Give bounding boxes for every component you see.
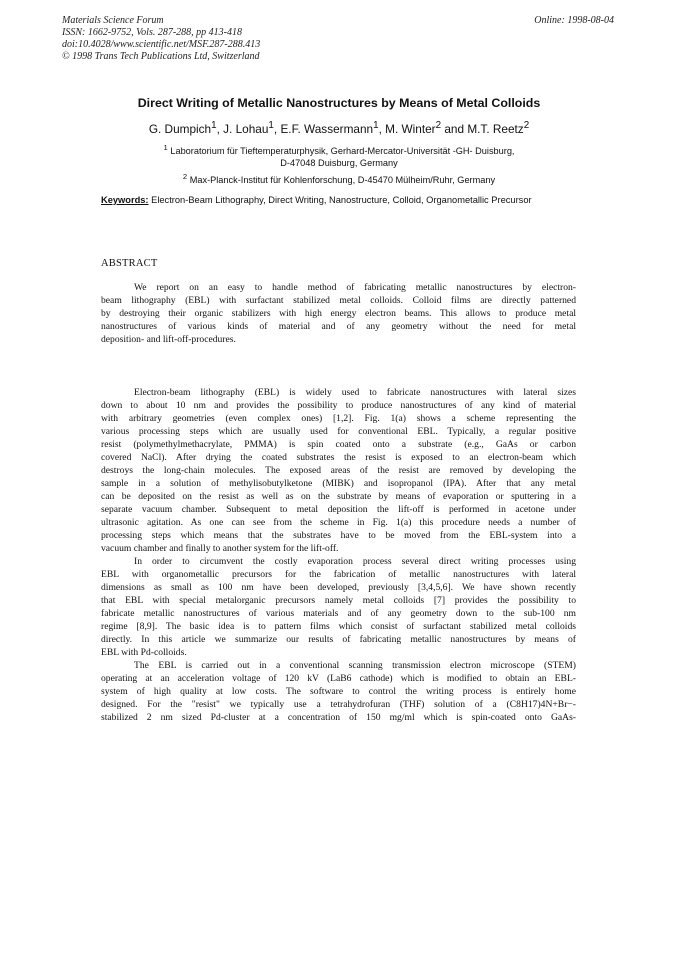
text-line: operating at an acceleration voltage of 120 kV (LaB6 cathode) which is modified to obtain an EBL- bbox=[101, 673, 576, 684]
author-affiliation-mark: 2 bbox=[523, 120, 530, 131]
doi-link[interactable]: doi:10.4028/www.scientific.net/MSF.287-288.413 bbox=[62, 39, 261, 50]
online-date: Online: 1998-08-04 bbox=[534, 15, 614, 26]
author-name: M. Winter bbox=[385, 121, 436, 136]
text-line: deposition- and lift-off-procedures. bbox=[101, 334, 236, 345]
text-line: that EBL with special metalorganic precursors namely metal colloids [7] provides the possibility to bbox=[101, 595, 576, 606]
text-line: ultrasonic agitation. As one can see from the scheme in Fig. 1(a) this procedure needs a number of bbox=[101, 517, 576, 528]
affiliation-mark: 2 bbox=[182, 172, 188, 181]
author-name: J. Lohau bbox=[223, 121, 269, 136]
citation-header bbox=[62, 15, 260, 63]
author-separator: and bbox=[441, 121, 468, 136]
text-line: destroys the long-chain molecules. The exposed areas of the resist are removed by developing the bbox=[101, 465, 576, 476]
paragraph-2 bbox=[101, 555, 576, 659]
keywords-block bbox=[101, 194, 579, 206]
author-separator: , bbox=[273, 121, 281, 136]
text-line: Electron-beam lithography (EBL) is widely used to fabricate nanostructures with lateral sizes bbox=[134, 387, 576, 398]
text-line: various processing steps which are usually used for conventional EBL. Typically, a regular positive bbox=[101, 426, 576, 437]
text-line: beam lithography (EBL) with surfactant stabilized metal colloids. Colloid films are directly patterned bbox=[101, 295, 576, 306]
author-separator: , bbox=[378, 121, 386, 136]
affiliation-1 bbox=[100, 142, 578, 169]
text-line: resist (polymethylmethacrylate, PMMA) is spin coated onto a substrate (e.g., GaAs or carbon bbox=[101, 439, 576, 450]
author-affiliation-mark: 1 bbox=[211, 120, 217, 131]
text-line: with arbitrary geometries (even complex ones) [1,2]. Fig. 1(a) shows a scheme representing the bbox=[101, 413, 576, 424]
text-line: nanostructures of various kinds of material and of any geometry without the need for metal bbox=[101, 321, 576, 332]
body-text bbox=[101, 386, 576, 724]
text-line: down to about 10 nm and provides the possibility to produce nanostructures of any kind of material bbox=[101, 400, 576, 411]
text-line: fabricate metallic nanostructures of various materials and of any geometry down to the sub-100 nm bbox=[101, 608, 576, 619]
text-line: EBL with organometallic precursors for the fabrication of metallic nanostructures with lateral bbox=[101, 569, 576, 580]
author-name: E.F. Wassermann bbox=[280, 121, 374, 136]
text-line: stabilized 2 nm sized Pd-cluster at a concentration of 150 mg/ml which is spin-coated onto GaAs- bbox=[101, 712, 576, 723]
text-line: by destroying their organic stabilizers with high energy electron beams. This allows to produce metal bbox=[101, 308, 576, 319]
text-line: system of high quality at low costs. The software to control the writing process is entirely home bbox=[101, 686, 576, 697]
keywords-label: Keywords: bbox=[101, 195, 149, 205]
text-line: vacuum chamber and finally to another system for the lift-off. bbox=[101, 543, 339, 554]
text-line: separate vacuum chamber. Subsequent to metal deposition the lift-off is performed in acetone under bbox=[101, 504, 576, 515]
keywords-text: Electron-Beam Lithography, Direct Writing, Nanostructure, Colloid, Organometallic Precursor bbox=[151, 195, 532, 205]
author-name: G. Dumpich bbox=[148, 121, 212, 136]
author-affiliation-mark: 2 bbox=[435, 120, 442, 131]
affiliation-line: Max-Planck-Institut für Kohlenforschung, D-45470 Mülheim/Ruhr, Germany bbox=[189, 175, 496, 186]
abstract-paragraph bbox=[101, 281, 576, 346]
text-line: EBL with Pd-colloids. bbox=[101, 647, 187, 658]
text-line: sample in a solution of methylisobutylketone (MIBK) and isopropanol (IPA). After that any metal bbox=[101, 478, 576, 489]
text-line: covered NaCl). After drying the coated substrates the resist is exposed to an electron-beam which bbox=[101, 452, 576, 463]
copyright-line: © 1998 Trans Tech Publications Ltd, Switzerland bbox=[62, 51, 260, 62]
text-line: In order to circumvent the costly evaporation process several direct writing processes using bbox=[134, 556, 576, 567]
text-line: We report on an easy to handle method of fabricating metallic nanostructures by electron- bbox=[134, 282, 576, 293]
issn-line: ISSN: 1662-9752, Vols. 287-288, pp 413-418 bbox=[62, 27, 242, 38]
text-line: can be deposited on the resist as well as on the substrate by means of evaporation or sputtering in a bbox=[101, 491, 576, 502]
paragraph-3 bbox=[101, 659, 576, 724]
journal-name: Materials Science Forum bbox=[62, 15, 164, 26]
paragraph-1 bbox=[101, 386, 576, 555]
author-separator: , bbox=[216, 121, 224, 136]
affiliation-mark: 1 bbox=[163, 143, 168, 152]
text-line: The EBL is carried out in a conventional scanning transmission electron microscope (STEM) bbox=[134, 660, 576, 671]
affiliation-2 bbox=[100, 171, 578, 186]
text-line: directly. In this article we summarize our results of fabricating metallic nanostructures by means of bbox=[101, 634, 576, 645]
text-line: regime [8,9]. The basic idea is to pattern films which consist of surfactant stabilized metal colloids bbox=[101, 621, 576, 632]
paper-title: Direct Writing of Metallic Nanostructures by Means of Metal Colloids bbox=[137, 96, 541, 110]
author-name: M.T. Reetz bbox=[467, 121, 524, 136]
abstract-heading: ABSTRACT bbox=[101, 258, 158, 269]
text-line: designed. For the "resist" we typically use a tetrahydrofuran (THF) solution of a (C8H17)4N+Br−- bbox=[101, 699, 576, 710]
affiliation-line: Laboratorium für Tieftemperaturphysik, Gerhard-Mercator-Universität -GH- Duisburg, bbox=[170, 146, 515, 157]
author-list bbox=[60, 120, 618, 136]
author-affiliation-mark: 1 bbox=[373, 120, 379, 131]
text-line: dimensions as small as 100 nm have been developed, previously [3,4,5,6]. We have shown recently bbox=[101, 582, 576, 593]
text-line: processing steps which means that the substrates have to be moved from the EBL-system into a bbox=[101, 530, 576, 541]
affiliation-line: D-47048 Duisburg, Germany bbox=[280, 158, 398, 169]
author-affiliation-mark: 1 bbox=[268, 120, 274, 131]
